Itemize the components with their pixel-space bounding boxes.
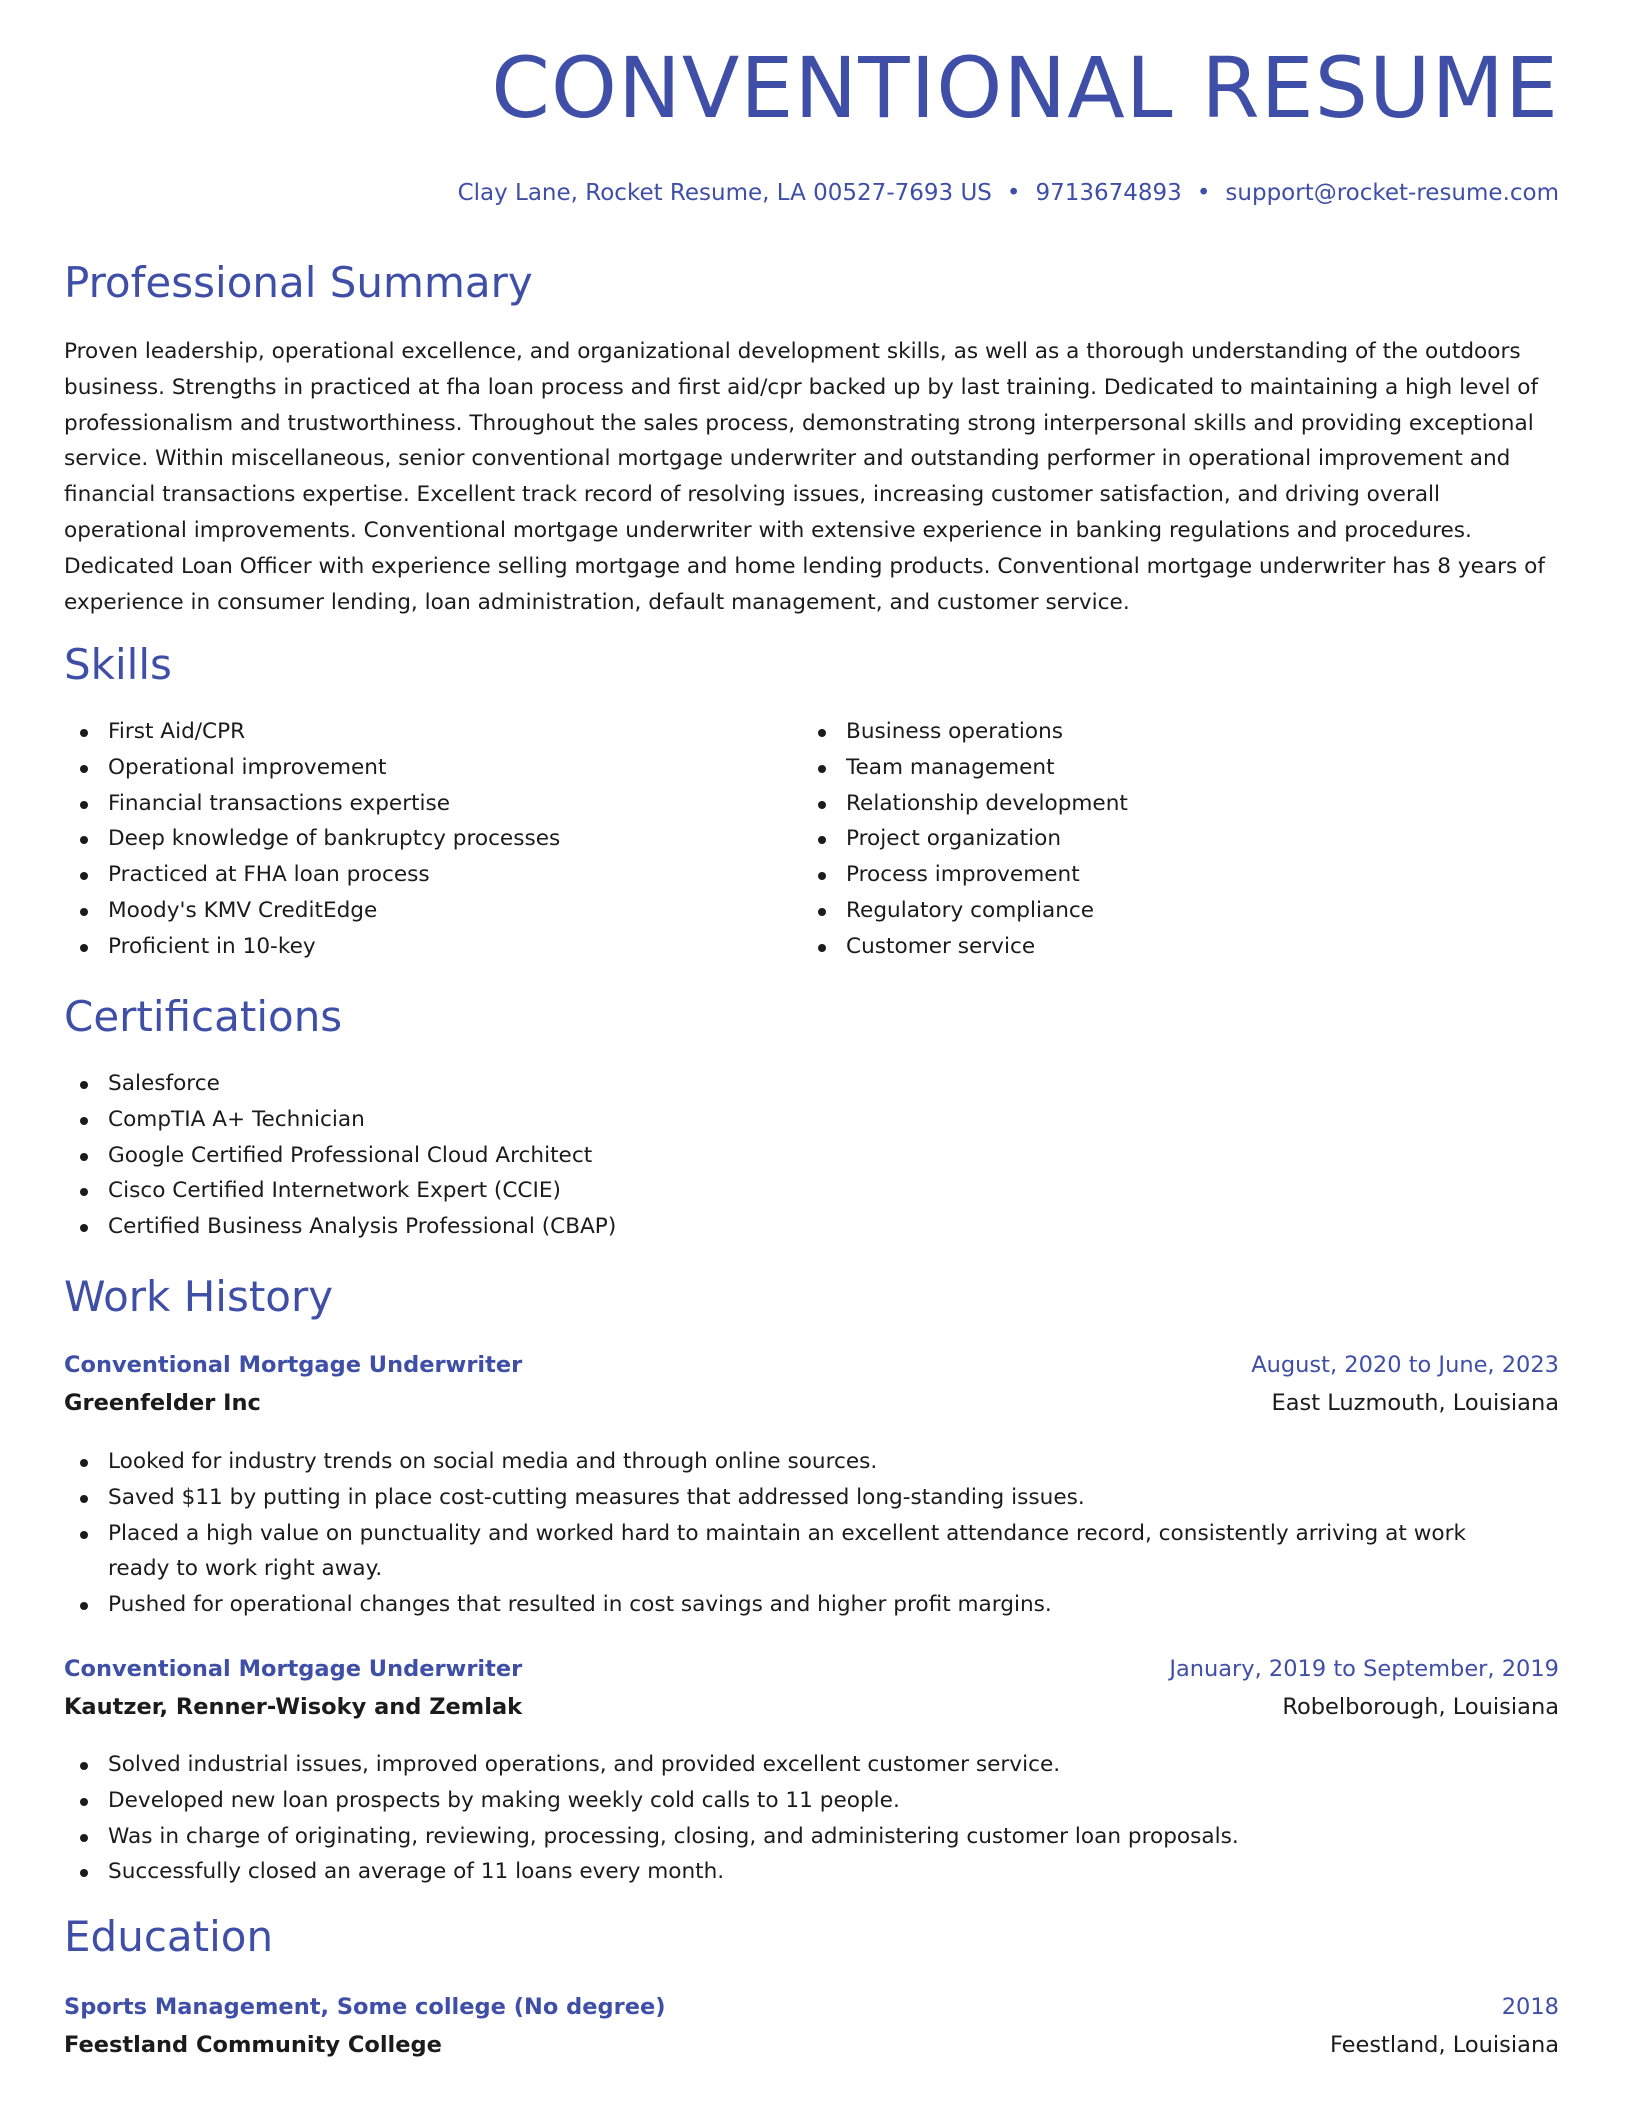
job-bullet: Solved industrial issues, improved operations, and provided excellent customer service. xyxy=(64,1747,1559,1783)
education-school: Feestland Community College xyxy=(64,2032,442,2058)
certifications-list xyxy=(64,1066,1559,1245)
skill-item: Project organization xyxy=(802,821,1522,857)
skill-item: Regulatory compliance xyxy=(802,893,1522,929)
education-heading: Education xyxy=(64,1912,274,1961)
contact-phone: 9713674893 xyxy=(1035,180,1182,206)
job-company: Kautzer, Renner-Wisoky and Zemlak xyxy=(64,1694,523,1720)
skill-item: Financial transactions expertise xyxy=(64,786,784,822)
skill-item: Customer service xyxy=(802,929,1522,965)
contact-address: Clay Lane, Rocket Resume, LA 00527-7693 US xyxy=(457,180,992,206)
job-bullets xyxy=(64,1747,1559,1890)
skill-item: Team management xyxy=(802,750,1522,786)
certification-item: CompTIA A+ Technician xyxy=(64,1102,1559,1138)
job-location: East Luzmouth, Louisiana xyxy=(1271,1390,1559,1416)
skill-item: Proficient in 10-key xyxy=(64,929,784,965)
job-dates: August, 2020 to June, 2023 xyxy=(1251,1352,1559,1378)
certification-item: Google Certified Professional Cloud Architect xyxy=(64,1138,1559,1174)
skills-list-right xyxy=(802,714,1522,965)
education-degree: Sports Management, Some college (No degree) xyxy=(64,1994,666,2020)
job-bullet: Placed a high value on punctuality and worked hard to maintain an excellent attendance record, consistently arriving at work ready to work right away. xyxy=(64,1516,1559,1588)
certifications-heading: Certifications xyxy=(64,992,343,1041)
certification-item: Certified Business Analysis Professional (CBAP) xyxy=(64,1209,1559,1245)
skill-item: Practiced at FHA loan process xyxy=(64,857,784,893)
work-history-heading: Work History xyxy=(64,1272,334,1321)
contact-separator: • xyxy=(1196,180,1211,206)
skill-item: Moody's KMV CreditEdge xyxy=(64,893,784,929)
certification-item: Salesforce xyxy=(64,1066,1559,1102)
skill-item: First Aid/CPR xyxy=(64,714,784,750)
certification-item: Cisco Certified Internetwork Expert (CCIE) xyxy=(64,1173,1559,1209)
job-dates: January, 2019 to September, 2019 xyxy=(1169,1656,1559,1682)
job-company: Greenfelder Inc xyxy=(64,1390,261,1416)
job-title: Conventional Mortgage Underwriter xyxy=(64,1352,523,1378)
skill-item: Process improvement xyxy=(802,857,1522,893)
skill-item: Relationship development xyxy=(802,786,1522,822)
skill-item: Business operations xyxy=(802,714,1522,750)
summary-heading: Professional Summary xyxy=(64,258,533,307)
skill-item: Deep knowledge of bankruptcy processes xyxy=(64,821,784,857)
education-year: 2018 xyxy=(1501,1994,1559,2020)
summary-text: Proven leadership, operational excellence, and organizational development skills, as well as a thorough understanding of the outdoors business. Strengths in practiced at fha loan process and first aid/cpr backed up by last training. Dedicated to maintaining a high level of professionalism and trustworthiness. Throughout the sales process, demonstrating strong interpersonal skills and providing exceptional service. Within miscellaneous, senior conventional mortgage underwriter and outstanding performer in operational improvement and financial transactions expertise. Excellent track record of resolving issues, increasing customer satisfaction, and driving overall operational improvements. Conventional mortgage underwriter with extensive experience in banking regulations and procedures. Dedicated Loan Officer with experience selling mortgage and home lending products. Conventional mortgage underwriter has 8 years of experience in consumer lending, loan administration, default management, and customer service. xyxy=(64,339,1545,615)
resume-title: CONVENTIONAL RESUME xyxy=(491,39,1559,137)
contact-email: support@rocket-resume.com xyxy=(1225,180,1559,206)
job-bullet: Was in charge of originating, reviewing, processing, closing, and administering customer loan proposals. xyxy=(64,1819,1559,1855)
job-bullet: Pushed for operational changes that resulted in cost savings and higher profit margins. xyxy=(64,1587,1559,1623)
contact-separator: • xyxy=(1006,180,1021,206)
job-bullet: Looked for industry trends on social media and through online sources. xyxy=(64,1444,1559,1480)
job-bullet: Saved $11 by putting in place cost-cutting measures that addressed long-standing issues. xyxy=(64,1480,1559,1516)
job-bullet: Developed new loan prospects by making weekly cold calls to 11 people. xyxy=(64,1783,1559,1819)
job-location: Robelborough, Louisiana xyxy=(1282,1694,1559,1720)
job-title: Conventional Mortgage Underwriter xyxy=(64,1656,523,1682)
job-bullets xyxy=(64,1444,1559,1623)
job-bullet: Successfully closed an average of 11 loans every month. xyxy=(64,1854,1559,1890)
skills-heading: Skills xyxy=(64,640,172,689)
skill-item: Operational improvement xyxy=(64,750,784,786)
education-location: Feestland, Louisiana xyxy=(1329,2032,1559,2058)
contact-line xyxy=(458,180,1559,206)
skills-list-left xyxy=(64,714,784,965)
